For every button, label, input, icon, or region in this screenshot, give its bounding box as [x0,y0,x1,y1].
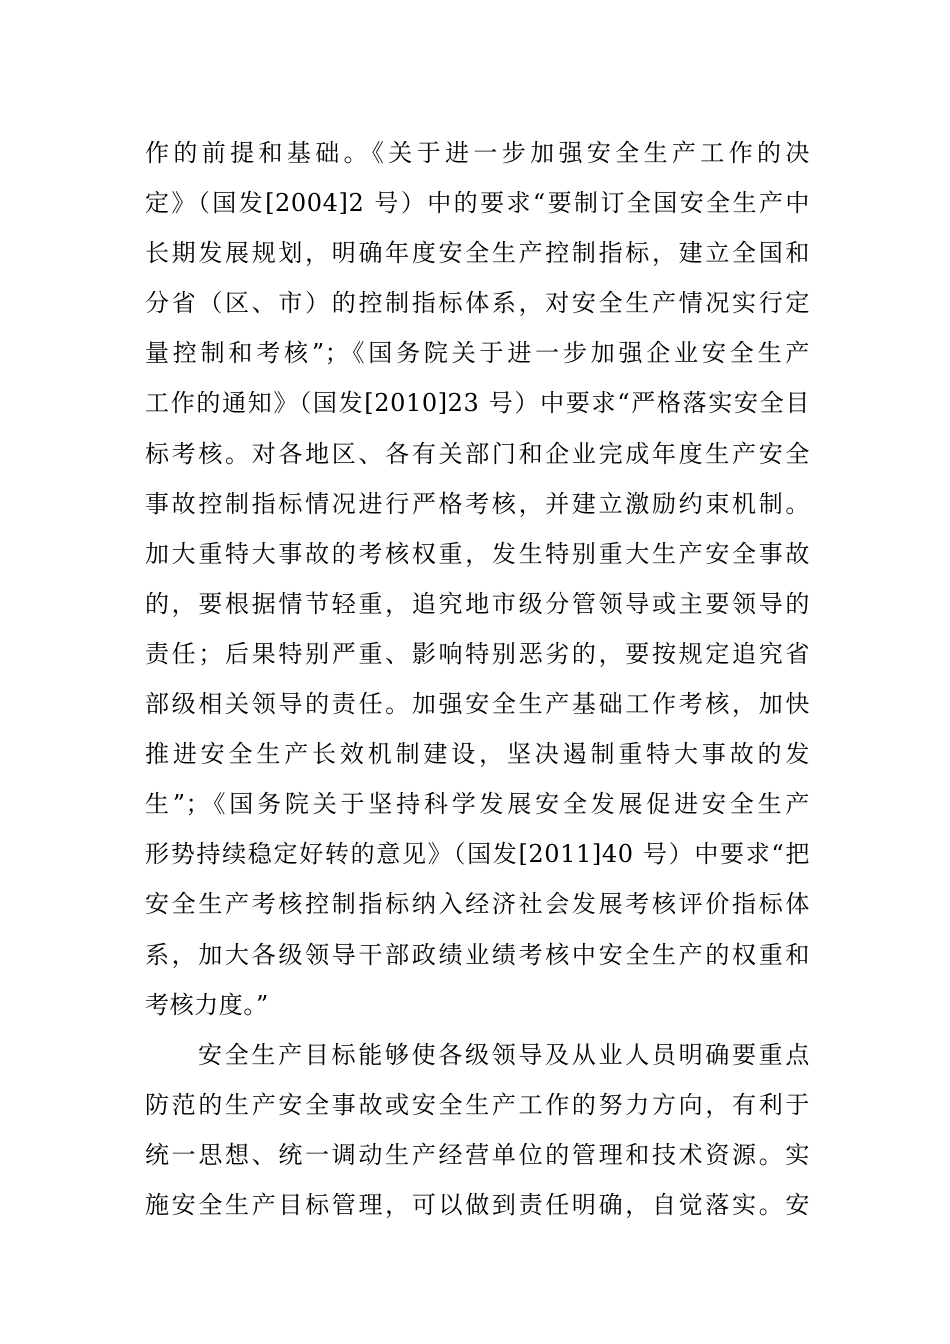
paragraph-1 [145,128,810,1030]
body-text [145,128,810,1230]
text-line: 安全生产考核控制指标纳入经济社会发展考核评价指标体 [145,890,810,919]
text-line: 工作的通知》（国发[2010]23 号）中要求“严格落实安全目 [145,389,810,418]
paragraph-2 [145,1030,810,1230]
text-line: 责任；后果特别严重、影响特别恶劣的，要按规定追究省 [145,639,810,668]
text-line: 考核力度。” [145,990,269,1019]
text-line: 安全生产目标能够使各级领导及从业人员明确要重点 [198,1040,810,1069]
text-line: 分省（区、市）的控制指标体系，对安全生产情况实行定 [145,289,810,318]
text-line: 量控制和考核”；《国务院关于进一步加强企业安全生产 [145,339,810,368]
text-line: 防范的生产安全事故或安全生产工作的努力方向，有利于 [145,1090,810,1119]
text-line: 生”；《国务院关于坚持科学发展安全发展促进安全生产 [145,790,810,819]
text-line: 标考核。对各地区、各有关部门和企业完成年度生产安全 [145,439,810,468]
text-line: 部级相关领导的责任。加强安全生产基础工作考核，加快 [145,690,810,719]
text-line: 长期发展规划，明确年度安全生产控制指标，建立全国和 [145,239,810,268]
text-line: 定》（国发[2004]2 号）中的要求“要制订全国安全生产中 [145,189,810,218]
text-line: 事故控制指标情况进行严格考核，并建立激励约束机制。 [145,489,810,518]
text-line: 系，加大各级领导干部政绩业绩考核中安全生产的权重和 [145,940,810,969]
text-line: 推进安全生产长效机制建设，坚决遏制重特大事故的发 [145,740,810,769]
text-line: 形势持续稳定好转的意见》（国发[2011]40 号）中要求“把 [145,840,810,869]
text-line: 作的前提和基础。《关于进一步加强安全生产工作的决 [145,139,810,167]
text-line: 施安全生产目标管理，可以做到责任明确，自觉落实。安 [145,1190,810,1219]
text-line: 的，要根据情节轻重，追究地市级分管领导或主要领导的 [145,589,810,618]
text-line: 统一思想、统一调动生产经营单位的管理和技术资源。实 [145,1140,810,1169]
text-line: 加大重特大事故的考核权重，发生特别重大生产安全事故 [145,539,810,568]
